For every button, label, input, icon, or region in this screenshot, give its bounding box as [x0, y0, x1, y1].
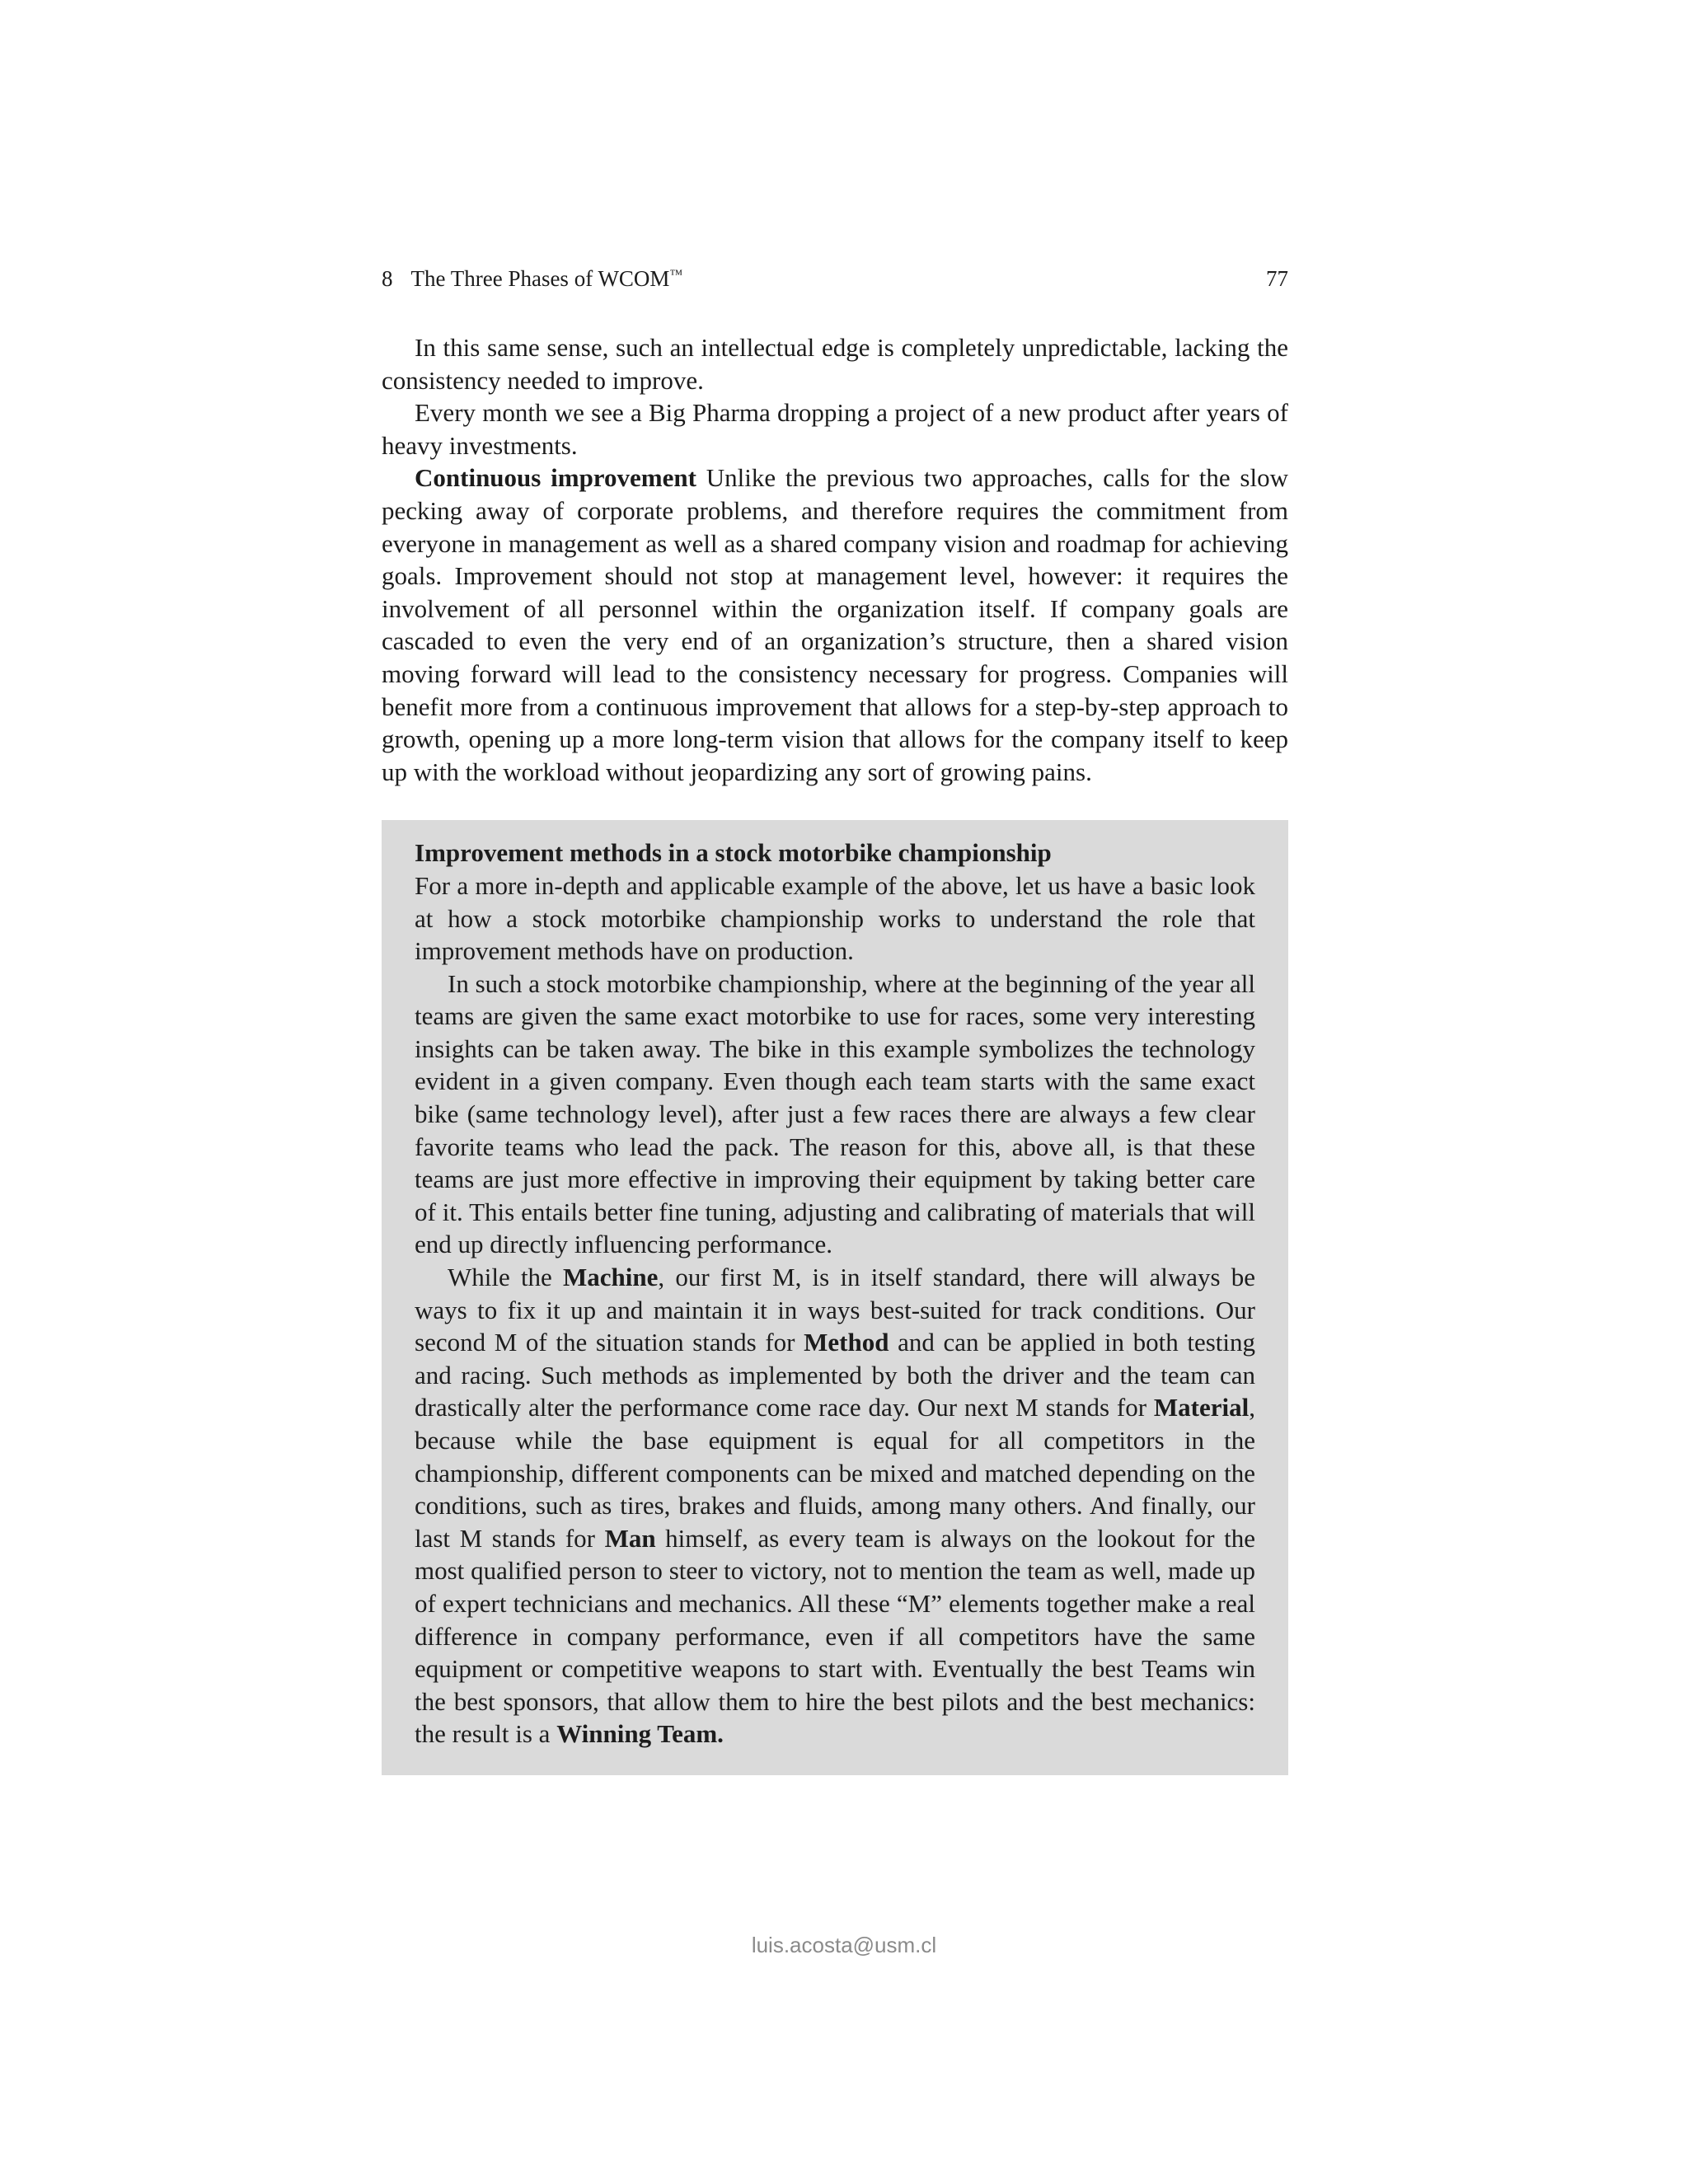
book-page	[382, 262, 1288, 1775]
box-paragraph-2: In such a stock motorbike championship, where at the beginning of the year all teams are given the same exact motorbike to use for races, some very interesting insights can be taken away. The bike in this example symbolizes the technology evident in a given company. Even though each team starts with the same exact bike (same technology level), after just a few races there are always a few clear favorite teams who lead the pack. The reason for this, above all, is that these teams are just more effective in improving their equipment by taking better care of it. This entails better fine tuning, adjusting and calibrating of materials that will end up directly influencing performance.	[415, 968, 1255, 1259]
box-p3-text-d: , because while the base equipment is equal for all competitors in the championship, different components can be mixed and matched depending on the conditions, such as tires, brakes and fluids, among many others. And finally, our last M stands for	[415, 1393, 1255, 1553]
material-term: Material	[1153, 1393, 1250, 1422]
continuous-improvement-term: Continuous improvement	[415, 463, 696, 493]
page-number: 77	[1266, 266, 1288, 291]
box-paragraph-1: For a more in-depth and applicable example of the above, let us have a basic look at how a stock motorbike championship works to understand the role that improvement methods have on production.	[415, 870, 1255, 966]
paragraph-2: Every month we see a Big Pharma dropping a project of a new product after years of heavy investments.	[382, 398, 1288, 460]
paragraph-3-text: Unlike the previous two approaches, calls for the slow pecking away of corporate problems, and therefore requires the commitment from everyone in management as well as a shared company vision and roadmap for achieving goals. Improvement should not stop at management level, however: it requires the involvement of all personnel within the organization itself. If company goals are cascaded to even the very end of an organization’s structure, then a shared vision moving forward will lead to the consistency necessary for progress. Companies will benefit more from a continuous improvement that allows for a step-by-step approach to growth, opening up a more long-term vision that allows for the company itself to keep up with the workload without jeopardizing any sort of growing pains.	[382, 463, 1288, 786]
box-title: Improvement methods in a stock motorbike championship	[415, 838, 1052, 868]
box-p3-text-a: While the	[448, 1263, 564, 1292]
example-box	[382, 820, 1288, 1775]
chapter-heading	[382, 262, 682, 295]
trademark-symbol: ™	[669, 268, 683, 282]
main-text	[382, 331, 1288, 788]
running-header	[382, 262, 1288, 295]
paragraph-3	[382, 462, 1288, 788]
box-p3-text-c: and can be applied in both testing and racing. Such methods as implemented by both the driver and the team can drastically alter the performance come race day. Our next M stands for	[415, 1328, 1256, 1422]
paragraph-1: In this same sense, such an intellectual edge is completely unpredictable, lacking the consistency needed to improve.	[382, 333, 1288, 395]
machine-term: Machine	[563, 1263, 659, 1292]
box-paragraph-3	[415, 1261, 1255, 1750]
winning-team-term: Winning Team.	[556, 1719, 724, 1749]
box-p3-text-e: himself, as every team is always on the lookout for the most qualified person to steer to victory, not to mention the team as well, made up of expert technicians and mechanics. All these “M” elements together make a real difference in company performance, even if all competitors have the same equipment or competitive weapons to start with. Eventually the best Teams win the best sponsors, that allow them to hire the best pilots and the best mechanics: the result is a	[415, 1523, 1255, 1749]
method-term: Method	[804, 1328, 889, 1357]
watermark-email: luis.acosta@usm.cl	[751, 1933, 937, 1957]
box-p3-text-b: , our first M, is in itself standard, there will always be ways to fix it up and maintain it in ways best-suited for track conditions. Our second M of the situation stands for	[415, 1263, 1256, 1357]
chapter-title: The Three Phases of WCOM	[410, 266, 670, 291]
chapter-number: 8	[382, 266, 393, 291]
man-term: Man	[604, 1523, 656, 1553]
